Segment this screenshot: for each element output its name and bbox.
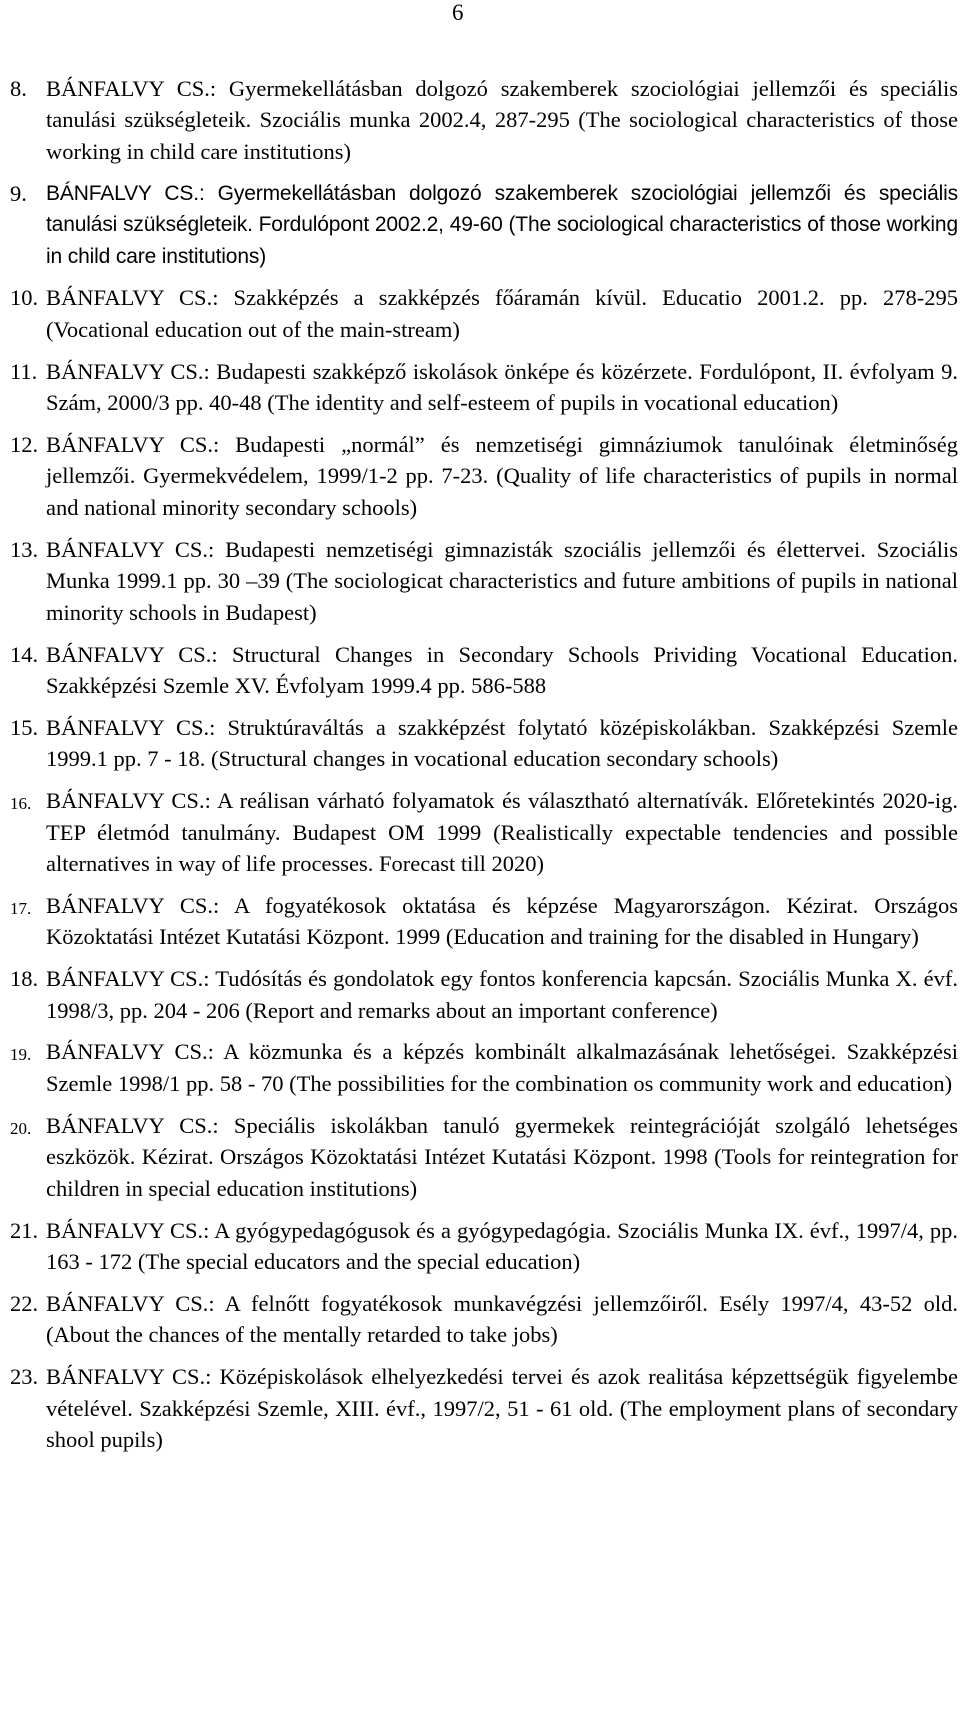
reference-list (10, 73, 958, 1466)
reference-item (10, 1288, 958, 1351)
reference-text: BÁNFALVY CS.: Tudósítás és gondolatok egy fontos konferencia kapcsán. Szociális Munka X. évf. 1998/3, pp. 204 - 206 (Report and remarks about an important conference) (46, 966, 958, 1023)
reference-item (10, 1361, 958, 1455)
reference-item (10, 282, 958, 345)
reference-number: 19. (10, 1045, 32, 1065)
reference-text: BÁNFALVY CS.: Budapesti szakképző iskolások önképe és közérzete. Fordulópont, II. évfolyam 9. Szám, 2000/3 pp. 40-48 (The identity and self-esteem of pupils in vocational education) (46, 358, 958, 416)
reference-item (10, 1215, 958, 1278)
reference-text: BÁNFALVY CS.: Budapesti nemzetiségi gimnazisták szociális jellemzői és élettervei. Szociális Munka 1999.1 pp. 30 –39 (The sociologicat characteristics and future ambitions of pupils in national minority schools in Budapest) (46, 536, 958, 625)
reference-number: 14. (10, 641, 39, 667)
reference-text: BÁNFALVY CS.: A közmunka és a képzés kombinált alkalmazásának lehetőségei. Szakképzési Szemle 1998/1 pp. 58 - 70 (The possibilities for the combination os community work and education) (46, 1039, 958, 1096)
reference-number: 9. (10, 180, 27, 206)
reference-number: 8. (10, 76, 27, 101)
reference-text: BÁNFALVY CS.: Speciális iskolákban tanuló gyermekek reintegrációját szolgáló lehetséges eszközök. Kézirat. Országos Közoktatási Intézet Kutatási Központ. 1998 (Tools for reintegration for children in special education institutions) (46, 1112, 958, 1201)
reference-item (10, 785, 958, 879)
reference-number: 17. (10, 898, 32, 918)
reference-text: BÁNFALVY CS.: Gyermekellátásban dolgozó szakemberek szociológiai jellemzői és speciális tanulási szükségleteik. Szociális munka 2002.4, 287-295 (The sociological characteristics of those working in child care institutions) (46, 76, 958, 164)
reference-text: BÁNFALVY CS.: Középiskolások elhelyezkedési tervei és azok realitása képzettségük figyelembe vételével. Szakképzési Szemle, XIII. évf., 1997/2, 51 - 61 old. (The employment plans of secondary shool pupils) (46, 1364, 958, 1452)
reference-item (10, 1110, 958, 1204)
reference-item (10, 73, 958, 167)
reference-number: 13. (10, 536, 39, 562)
reference-number: 12. (10, 432, 39, 458)
reference-item (10, 534, 958, 628)
reference-text: BÁNFALVY CS.: A fogyatékosok oktatása és képzése Magyarországon. Kézirat. Országos Közoktatási Intézet Kutatási Központ. 1999 (Education and training for the disabled in Hungary) (46, 892, 958, 950)
reference-item (10, 178, 958, 272)
page-number: 6 (452, 0, 464, 25)
reference-item (10, 639, 958, 702)
reference-text: BÁNFALVY CS.: Budapesti „normál” és nemzetiségi gimnáziumok tanulóinak életminőség jellemzői. Gyermekvédelem, 1999/1-2 pp. 7-23. (Quality of life characteristics of pupils in normal and national minority secondary schools) (46, 432, 958, 520)
reference-item (10, 356, 958, 419)
reference-text: BÁNFALVY CS.: A gyógypedagógusok és a gyógypedagógia. Szociális Munka IX. évf., 1997/4, pp. 163 - 172 (The special educators and the special education) (46, 1217, 958, 1274)
reference-number: 18. (10, 966, 39, 992)
reference-number: 11. (10, 358, 38, 384)
reference-number: 21. (10, 1217, 39, 1243)
reference-text: BÁNFALVY CS.: A felnőtt fogyatékosok munkavégzési jellemzőiről. Esély 1997/4, 43-52 old. (About the chances of the mentally retarded to take jobs) (46, 1290, 958, 1348)
reference-text: BÁNFALVY CS.: Gyermekellátásban dolgozó szakemberek szociológiai jellemzői és speciális tanulási szükségleteik. Fordulópont 2002.2, 49-60 (The sociological characteristics of those working in child care institutions) (46, 181, 958, 268)
reference-number: 20. (10, 1118, 32, 1138)
reference-text: BÁNFALVY CS.: Struktúraváltás a szakképzést folytató középiskolákban. Szakképzési Szemle 1999.1 pp. 7 - 18. (Structural changes in vocational education secondary schools) (46, 714, 958, 772)
reference-text: BÁNFALVY CS.: Structural Changes in Secondary Schools Prividing Vocational Education. Szakképzési Szemle XV. Évfolyam 1999.4 pp. 586-588 (46, 641, 958, 698)
reference-number: 15. (10, 714, 39, 740)
reference-number: 23. (10, 1364, 39, 1390)
reference-text: BÁNFALVY CS.: Szakképzés a szakképzés főáramán kívül. Educatio 2001.2. pp. 278-295 (Vocational education out of the main-stream) (46, 285, 958, 342)
reference-number: 16. (10, 794, 32, 814)
reference-number: 10. (10, 285, 39, 311)
reference-item (10, 1036, 958, 1099)
reference-item (10, 429, 958, 523)
reference-number: 22. (10, 1290, 39, 1316)
reference-item (10, 963, 958, 1026)
reference-item (10, 890, 958, 953)
reference-item (10, 712, 958, 775)
reference-text: BÁNFALVY CS.: A reálisan várható folyamatok és választható alternatívák. Előretekintés 2020-ig. TEP életmód tanulmány. Budapest OM 1999 (Realistically expectable tendencies and possible alternatives in way of life processes. Forecast till 2020) (46, 788, 958, 876)
